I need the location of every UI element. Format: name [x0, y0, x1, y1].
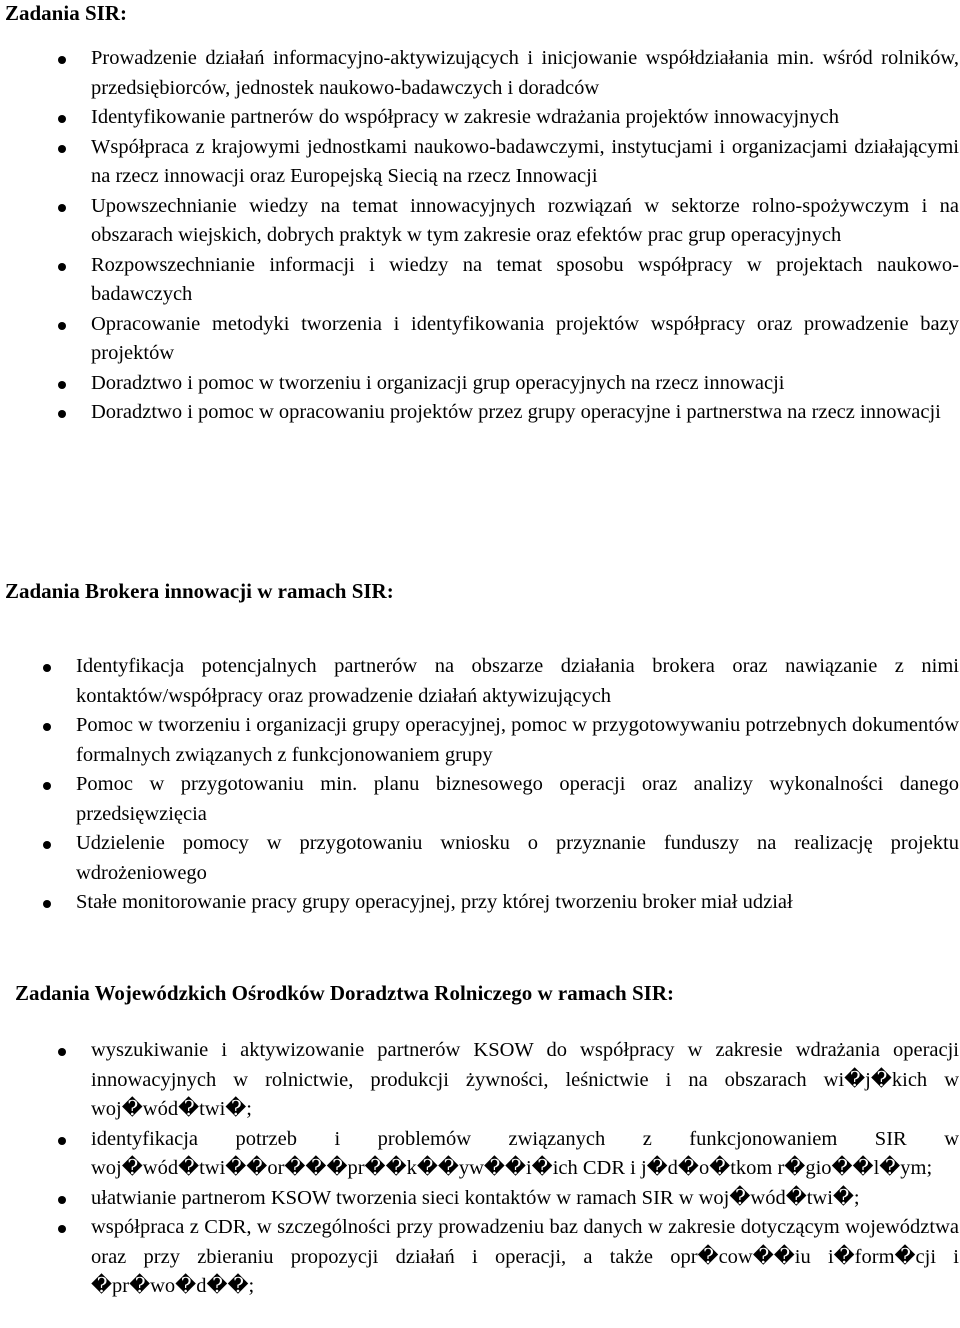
- list-item-text: Doradztwo i pomoc w tworzeniu i organizacji grup operacyjnych na rzecz innowacji: [91, 371, 785, 394]
- list-item-text: Stałe monitorowanie pracy grupy operacyjnej, przy której tworzeniu broker miał udział: [76, 891, 793, 913]
- list-item: [76, 770, 959, 829]
- bullet-icon: [58, 145, 66, 153]
- list-item-text: wyszukiwanie i aktywizowanie partnerów KSOW do współpracy w zakresie wdrażania operacji innowacyjnych w rolnictwie, produkcji żywności, leśnictwie i na obszarach wi�j�kich w woj�wód�twi�;: [91, 1039, 959, 1120]
- list-item-text: identyfikacja potrzeb i problemów związanych z funkcjonowaniem SIR w woj�wód�twi��or���pr��k��yw��i�ich CDR i j�d�o�tkom r�gio��l�ym;: [91, 1127, 959, 1179]
- list-item-text: Pomoc w przygotowaniu min. planu biznesowego operacji oraz analizy wykonalności danego przedsięwzięcia: [76, 773, 959, 825]
- bullet-icon: [58, 410, 66, 418]
- wodr-task-list: [91, 1036, 959, 1302]
- bullet-icon: [43, 900, 51, 908]
- list-item-text: Upowszechnianie wiedzy na temat innowacyjnych rozwiązań w sektorze rolno-spożywczym i na obszarach wiejskich, dobrych praktyk w tym zakresie oraz efektów prac grup operacyjnych: [91, 194, 959, 246]
- bullet-icon: [58, 56, 66, 64]
- list-item-text: Doradztwo i pomoc w opracowaniu projektów przez grupy operacyjne i partnerstwa na rzecz innowacji: [91, 401, 941, 423]
- list-item-text: Opracowanie metodyki tworzenia i identyfikowania projektów współpracy oraz prowadzenie bazy projektów: [91, 312, 959, 364]
- list-item-text: Identyfikacja potencjalnych partnerów na obszarze działania brokera oraz nawiązanie z nimi kontaktów/współpracy oraz prowadzenie działań aktywizujących: [76, 655, 959, 707]
- list-item: [76, 711, 959, 770]
- bullet-icon: [58, 263, 66, 271]
- bullet-icon: [58, 1048, 66, 1056]
- sir-task-list: [91, 44, 959, 428]
- bullet-icon: [58, 1196, 66, 1204]
- bullet-icon: [43, 782, 51, 790]
- list-item: [76, 888, 959, 918]
- list-item-text: Identyfikowanie partnerów do współpracy w zakresie wdrażania projektów innowacyjnych: [91, 106, 839, 128]
- list-item-text: Współpraca z krajowymi jednostkami naukowo-badawczymi, instytucjami i organizacjami działającymi na rzecz innowacji oraz Europejską Siecią na rzecz Innowacji: [91, 135, 959, 187]
- list-item: [91, 103, 959, 133]
- list-item: [91, 398, 959, 428]
- list-item: [91, 251, 959, 310]
- list-item-text: Rozpowszechnianie informacji i wiedzy na temat sposobu współpracy w projektach naukowo-badawczych: [91, 253, 959, 305]
- bullet-icon: [58, 322, 66, 330]
- list-item-text: współpraca z CDR, w szczególności przy prowadzeniu baz danych w zakresie dotyczącym województwa oraz przy zbieraniu propozycji działań i operacji, a także opr�cow��iu i�form�cji i �pr�wo�d��;: [91, 1216, 959, 1297]
- list-item: [91, 192, 959, 251]
- bullet-icon: [43, 723, 51, 731]
- list-item: [91, 1213, 959, 1302]
- list-item: [91, 310, 959, 369]
- list-item: [91, 1036, 959, 1125]
- bullet-icon: [58, 381, 66, 389]
- bullet-icon: [43, 841, 51, 849]
- list-item: [91, 133, 959, 192]
- bullet-icon: [58, 1137, 66, 1145]
- list-item: [76, 652, 959, 711]
- bullet-icon: [43, 664, 51, 672]
- list-item: [76, 829, 959, 888]
- section-heading-wodr: Zadania Wojewódzkich Ośrodków Doradztwa Rolniczego w ramach SIR:: [15, 981, 674, 1005]
- list-item-text: Pomoc w tworzeniu i organizacji grupy operacyjnej, pomoc w przygotowywaniu potrzebnych dokumentów formalnych związanych z funkcjonowaniem grupy: [76, 714, 959, 766]
- bullet-icon: [58, 204, 66, 212]
- section-heading-broker: Zadania Brokera innowacji w ramach SIR:: [5, 579, 394, 603]
- list-item: [91, 1125, 959, 1184]
- section-heading-sir: Zadania SIR:: [5, 1, 127, 25]
- bullet-icon: [58, 115, 66, 123]
- broker-task-list: [76, 652, 959, 918]
- bullet-icon: [58, 1225, 66, 1233]
- list-item-text: Udzielenie pomocy w przygotowaniu wniosku o przyznanie funduszy na realizację projektu wdrożeniowego: [76, 832, 959, 884]
- list-item: [91, 369, 959, 399]
- list-item-text: ułatwianie partnerom KSOW tworzenia sieci kontaktów w ramach SIR w woj�wód�twi�;: [91, 1186, 860, 1209]
- list-item: [91, 44, 959, 103]
- list-item-text: Prowadzenie działań informacyjno-aktywizujących i inicjowanie współdziałania min. wśród rolników, przedsiębiorców, jednostek naukowo-badawczych i doradców: [91, 47, 959, 99]
- list-item: [91, 1184, 959, 1214]
